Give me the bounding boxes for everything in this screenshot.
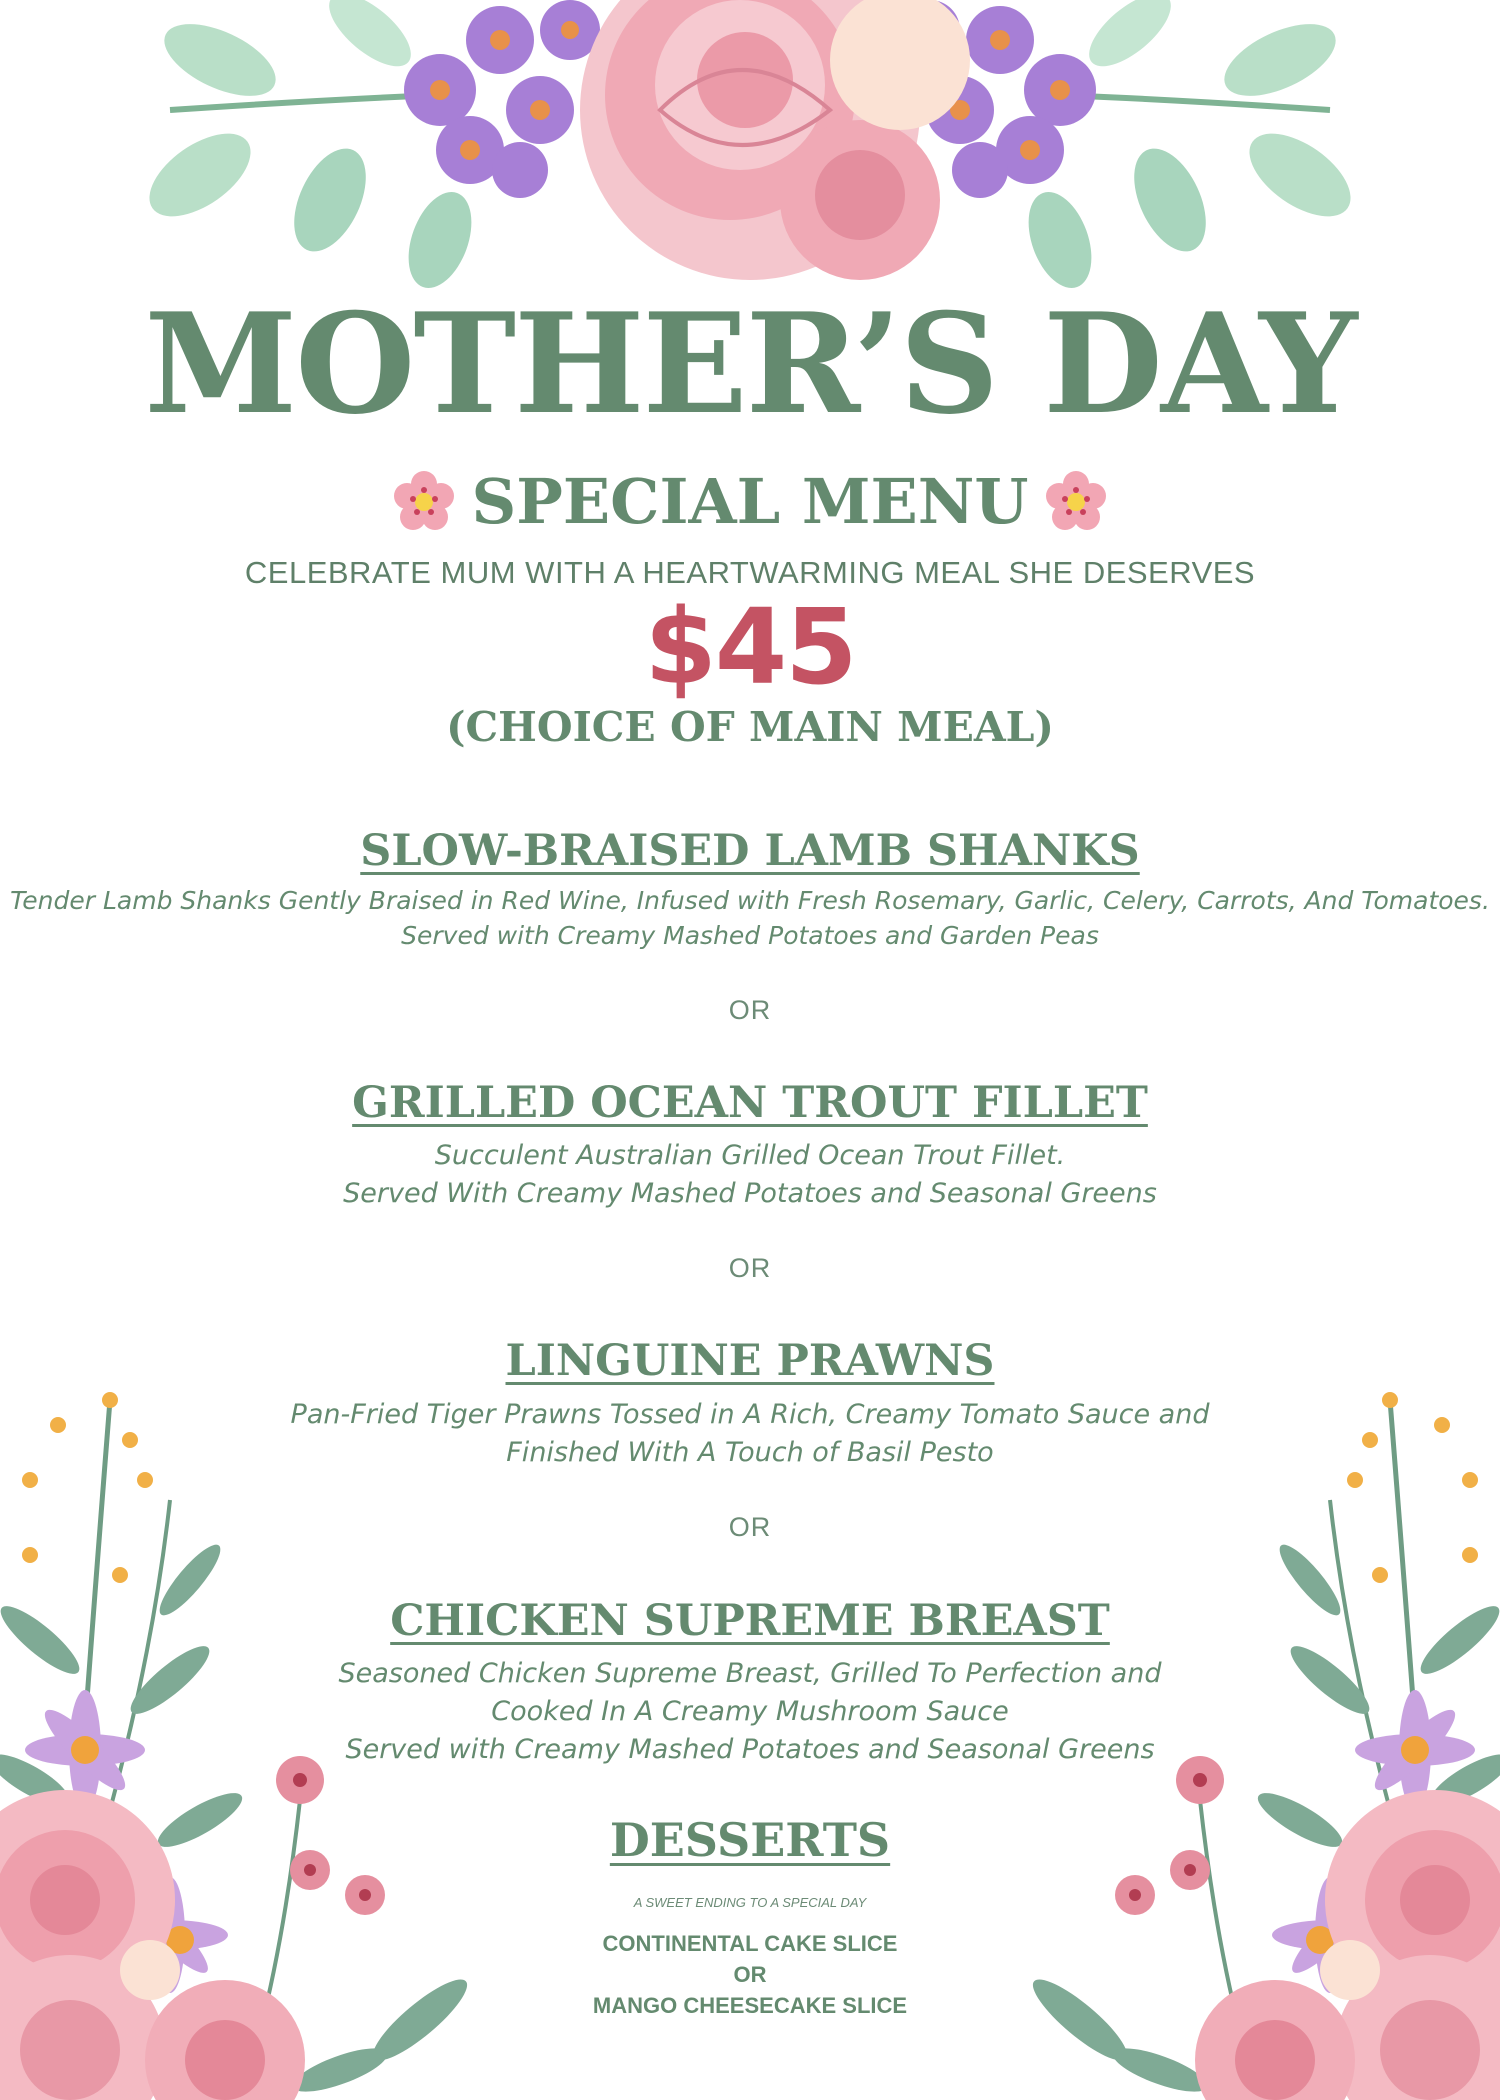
dish-desc-line: Seasoned Chicken Supreme Breast, Grilled To Perfection and [338, 1658, 1162, 1689]
or-separator: OR [728, 1512, 772, 1542]
desserts-tagline: A SWEET ENDING TO A SPECIAL DAY [633, 1895, 867, 1910]
dish-description [0, 1655, 1500, 1768]
dessert-item: MANGO CHEESECAKE SLICE [592, 1992, 908, 2018]
dish-description [0, 1137, 1500, 1213]
dish-desc-line: Pan-Fried Tiger Prawns Tossed in A Rich, Creamy Tomato Sauce and [290, 1399, 1210, 1430]
dessert-list [0, 1929, 1500, 2021]
or-separator: OR [728, 1253, 772, 1283]
dish-desc-line: Cooked In A Creamy Mushroom Sauce [491, 1695, 1009, 1727]
dish-desc-line: Succulent Australian Grilled Ocean Trout Fillet. [434, 1140, 1066, 1171]
dish-desc-line: Tender Lamb Shanks Gently Braised in Red Wine, Infused with Fresh Rosemary, Garlic, Celery, Carrots, And Tomatoes. [10, 886, 1490, 915]
dish-name: GRILLED OCEAN TROUT FILLET [352, 1078, 1148, 1128]
dish-description [0, 1396, 1500, 1472]
main-item [0, 1338, 1500, 1385]
desserts-heading: DESSERTS [609, 1813, 891, 1867]
page-title: MOTHER’S DAY [144, 282, 1356, 445]
main-item [0, 1598, 1500, 1645]
pink-flower-icon [1044, 470, 1108, 534]
dish-name: SLOW-BRAISED LAMB SHANKS [360, 826, 1140, 876]
dish-desc-line: Finished With A Touch of Basil Pesto [506, 1436, 994, 1468]
dish-desc-line: Served With Creamy Mashed Potatoes and Seasonal Greens [343, 1177, 1157, 1209]
main-item [0, 828, 1500, 875]
dessert-item: CONTINENTAL CAKE SLICE [602, 1931, 898, 1956]
subtitle-text: SPECIAL MENU [471, 465, 1029, 538]
tagline: CELEBRATE MUM WITH A HEARTWARMING MEAL SHE DESERVES [244, 555, 1256, 590]
price-note: (CHOICE OF MAIN MEAL) [446, 703, 1054, 751]
dish-name: CHICKEN SUPREME BREAST [390, 1596, 1110, 1646]
dish-description [0, 883, 1500, 953]
desserts-section [0, 1813, 1500, 1867]
main-item [0, 1080, 1500, 1127]
dish-desc-line: Served with Creamy Mashed Potatoes and Garden Peas [401, 921, 1099, 950]
dish-name: LINGUINE PRAWNS [505, 1336, 995, 1386]
floral-top-garland [140, 0, 1360, 300]
or-separator: OR [728, 995, 772, 1025]
dish-desc-line: Served with Creamy Mashed Potatoes and Seasonal Greens [345, 1733, 1155, 1765]
menu-subtitle [0, 465, 1500, 538]
or-separator: OR [733, 1961, 767, 1987]
price: $45 [644, 586, 856, 708]
pink-flower-icon [392, 470, 456, 534]
